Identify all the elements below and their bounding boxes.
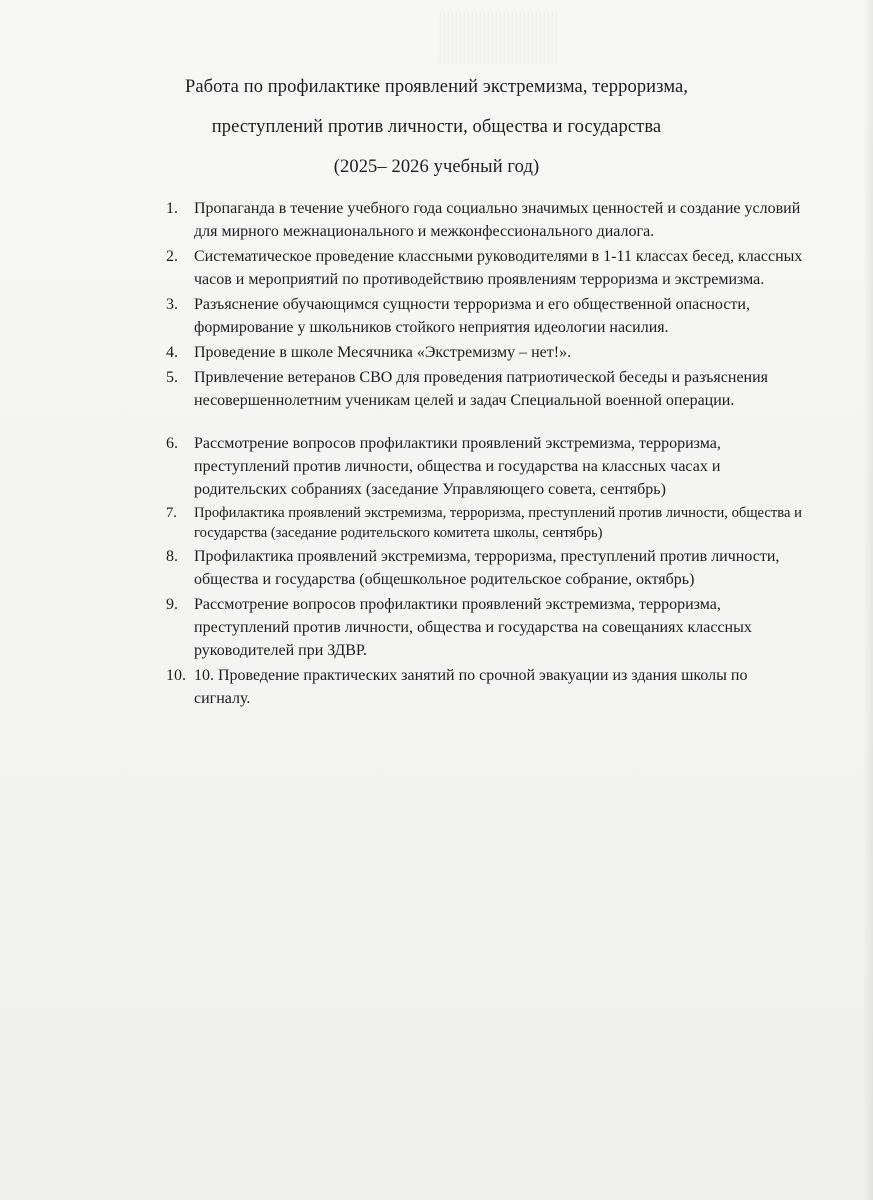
list-item-number: 3. [166, 296, 178, 313]
scan-edge-shadow [863, 0, 873, 1200]
list-item-text: Рассмотрение вопросов профилактики проявлений экстремизма, терроризма, преступлений против личности, общества и государства на совещаниях классных руководителей при ЗДВР. [194, 596, 752, 659]
list-item-number: 1. [166, 200, 178, 217]
list-item-3 [166, 293, 806, 339]
list-item-number: 4. [166, 344, 178, 361]
list-item-text: Рассмотрение вопросов профилактики проявлений экстремизма, терроризма, преступлений против личности, общества и государства на классных часах и родительских собраниях (заседание Управляющего совета, сентябрь) [194, 435, 721, 498]
list-item-9 [166, 593, 806, 662]
list-item-5 [166, 366, 806, 412]
list-item-1 [166, 197, 806, 243]
measures-list [166, 197, 806, 712]
list-item-number: 6. [166, 435, 178, 452]
list-item-number: 5. [166, 369, 178, 386]
list-item-text: Проведение в школе Месячника «Экстремизму – нет!». [194, 344, 572, 361]
list-item-4 [166, 341, 806, 364]
list-item-text: Разъяснение обучающимся сущности терроризма и его общественной опасности, формирование у школьников стойкого неприятия идеологии насилия. [194, 296, 750, 336]
list-item-text: Привлечение ветеранов СВО для проведения патриотической беседы и разъяснения несовершеннолетним ученикам целей и задач Специальной военной операции. [194, 369, 769, 409]
list-item-10 [166, 664, 806, 710]
list-item-text: Пропаганда в течение учебного года социально значимых ценностей и создание условий для мирного межнационального и межконфессионального диалога. [194, 200, 801, 240]
list-item-number: 7. [166, 505, 177, 521]
document-title-line-2: преступлений против личности, общества и государства [211, 117, 662, 137]
list-item-8 [166, 545, 806, 591]
list-item-number: 8. [166, 548, 178, 565]
list-item-text: Профилактика проявлений экстремизма, терроризма, преступлений против личности, общества и государства (заседание родительского комитета школы, сентябрь) [194, 505, 802, 541]
list-item-text: Систематическое проведение классными руководителями в 1-11 классах бесед, классных часов и мероприятий по противодействию проявлениям терроризма и экстремизма. [194, 248, 803, 288]
list-item-text: 10. Проведение практических занятий по срочной эвакуации из здания школы по сигналу. [194, 667, 748, 707]
list-item-number: 10. [166, 667, 186, 684]
list-item-7 [166, 503, 806, 543]
document-title-line-3: (2025– 2026 учебный год) [333, 157, 540, 177]
document-title-line-1: Работа по профилактике проявлений экстремизма, терроризма, [184, 77, 689, 97]
list-item-text: Профилактика проявлений экстремизма, терроризма, преступлений против личности, общества и государства (общешкольное родительское собрание, октябрь) [194, 548, 780, 588]
list-item-6 [166, 432, 806, 501]
list-item-number: 9. [166, 596, 178, 613]
list-item-2 [166, 245, 806, 291]
scan-bleed-through [440, 12, 560, 64]
list-item-number: 2. [166, 248, 178, 265]
